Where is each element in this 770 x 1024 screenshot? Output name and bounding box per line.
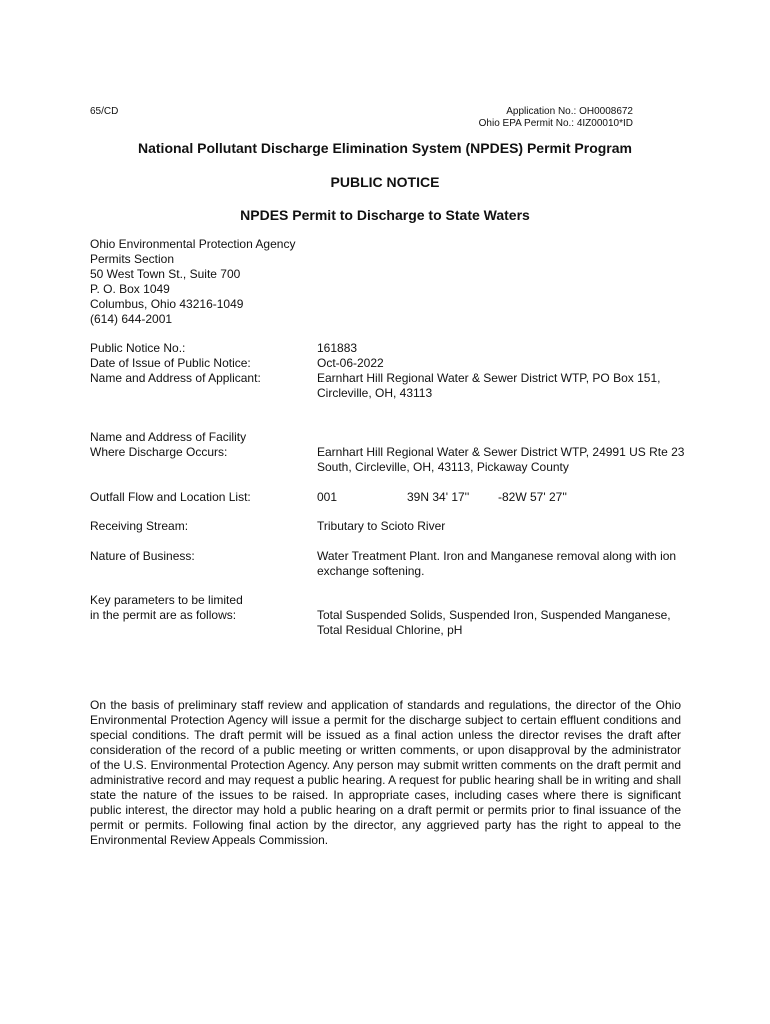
facility-value: Earnhart Hill Regional Water & Sewer District WTP, 24991 US Rte 23 South, Circleville, OH, 43113, Pickaway County [317, 445, 685, 474]
address-line: (614) 644-2001 [90, 312, 173, 326]
date-label: Date of Issue of Public Notice: [90, 356, 251, 370]
outfall-number: 001 [317, 490, 338, 504]
applicant-value: Earnhart Hill Regional Water & Sewer District WTP, PO Box 151, Circleville, OH, 43113 [317, 371, 661, 400]
body-paragraph: On the basis of preliminary staff review and application of standards and regulations, the director of the Ohio Environmental Protection Agency will issue a permit for the discharge subject to certain effluent conditions and special conditions. The draft permit will be issued as a final action unless the director revises the draft after consideration of the record of a public meeting or written comments, or upon disapproval by the administrator of the U.S. Environmental Protection Agency. Any person may submit written comments on the draft permit and administrative record and may request a public hearing. A request for public hearing shall be in writing and shall state the nature of the issues to be raised. In appropriate cases, including cases where there is significant public interest, the director may hold a public hearing on a draft permit or permits prior to final issuance of the permit or permits. Following final action by the director, any aggrieved party has the right to appeal to the Environmental Review Appeals Commission. [90, 698, 681, 847]
params-label-line: Key parameters to be limited [90, 593, 243, 607]
facility-label-line: Name and Address of Facility [90, 430, 247, 444]
business-value: Water Treatment Plant. Iron and Manganese removal along with ion exchange softening. [317, 549, 677, 578]
address-line: Ohio Environmental Protection Agency [90, 237, 296, 251]
params-value: Total Suspended Solids, Suspended Iron, Suspended Manganese, Total Residual Chlorine, pH [317, 608, 671, 637]
public-notice-no-label: Public Notice No.: [90, 341, 186, 355]
address-line: Permits Section [90, 252, 175, 266]
outfall-longitude: -82W 57' 27'' [498, 490, 567, 504]
address-line: Columbus, Ohio 43216-1049 [90, 297, 244, 311]
application-number: Application No.: OH0008672 [506, 106, 633, 117]
business-label: Nature of Business: [90, 549, 195, 563]
notice-title: PUBLIC NOTICE [330, 174, 440, 190]
program-title: National Pollutant Discharge Elimination System (NPDES) Permit Program [138, 140, 632, 156]
facility-label-line: Where Discharge Occurs: [90, 445, 228, 459]
params-label [90, 593, 243, 623]
facility-label [90, 430, 246, 460]
permit-number: Ohio EPA Permit No.: 4IZ00010*ID [478, 118, 633, 129]
stream-value: Tributary to Scioto River [317, 519, 446, 533]
issue-date: Oct-06-2022 [317, 356, 384, 370]
permit-title: NPDES Permit to Discharge to State Waters [240, 207, 530, 223]
outfall-latitude: 39N 34' 17'' [407, 490, 470, 504]
address-line: 50 West Town St., Suite 700 [90, 267, 241, 281]
address-line: P. O. Box 1049 [90, 282, 170, 296]
agency-address [90, 237, 295, 327]
public-notice-no: 161883 [317, 341, 358, 355]
doc-code: 65/CD [90, 106, 119, 117]
params-label-line: in the permit are as follows: [90, 608, 237, 622]
header-numbers [479, 106, 633, 130]
stream-label: Receiving Stream: [90, 519, 189, 533]
applicant-label: Name and Address of Applicant: [90, 371, 261, 385]
outfall-label: Outfall Flow and Location List: [90, 490, 251, 504]
